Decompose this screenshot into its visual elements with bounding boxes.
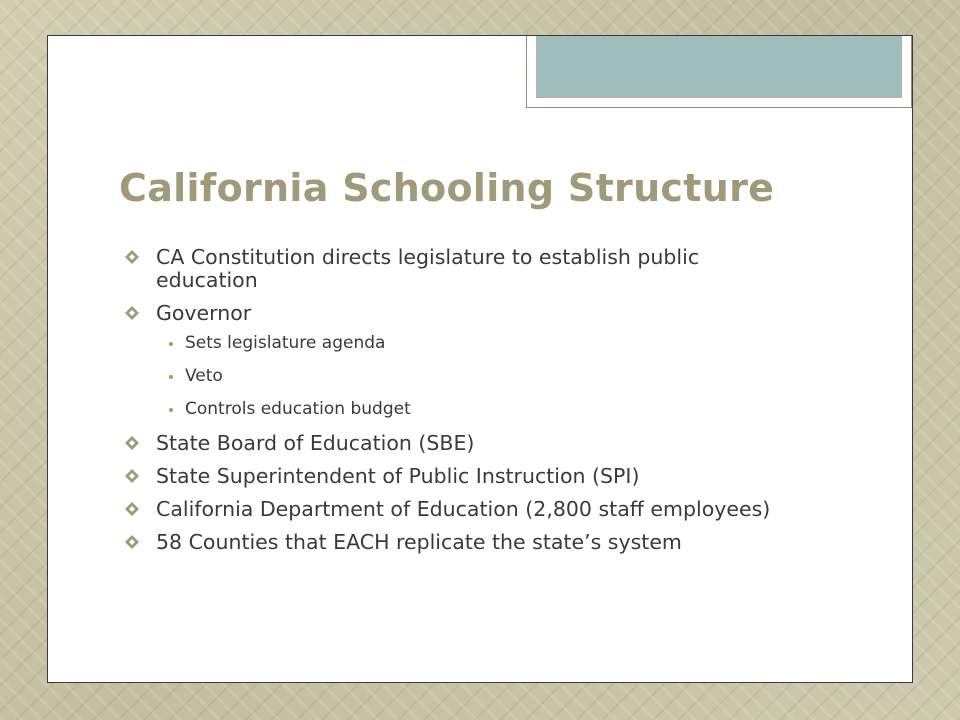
dot-bullet-icon [169, 342, 173, 346]
decorative-tab [526, 36, 912, 108]
diamond-bullet-icon [124, 501, 140, 517]
bullet-text: Governor [156, 301, 252, 325]
sub-bullet-item [123, 399, 783, 420]
sub-bullet-item [123, 366, 783, 387]
dot-bullet-icon [169, 408, 173, 412]
bullet-item [123, 302, 783, 325]
sub-bullet-text: Controls education budget [185, 399, 411, 419]
diamond-bullet-icon [124, 249, 140, 265]
bullet-text: State Board of Education (SBE) [156, 431, 475, 455]
diamond-bullet-icon [124, 435, 140, 451]
diamond-bullet-icon [124, 534, 140, 550]
bullet-text: State Superintendent of Public Instruction (SPI) [156, 464, 640, 488]
diamond-bullet-icon [124, 468, 140, 484]
sub-bullet-text: Veto [185, 366, 223, 386]
sub-bullet-item [123, 333, 783, 354]
bullet-text: 58 Counties that EACH replicate the state’s system [156, 530, 682, 554]
bullet-item [123, 465, 783, 488]
diamond-bullet-icon [124, 305, 140, 321]
slide-title: California Schooling Structure [119, 166, 775, 210]
bullet-text: California Department of Education (2,800 staff employees) [156, 497, 771, 521]
bullet-item [123, 432, 783, 455]
sub-bullet-text: Sets legislature agenda [185, 333, 386, 353]
bullet-item [123, 246, 783, 292]
dot-bullet-icon [169, 375, 173, 379]
bullet-text: CA Constitution directs legislature to establish public education [156, 245, 700, 292]
bullet-item [123, 531, 783, 554]
decorative-tab-fill [536, 36, 902, 98]
bullet-item [123, 498, 783, 521]
bullet-list [123, 246, 783, 564]
